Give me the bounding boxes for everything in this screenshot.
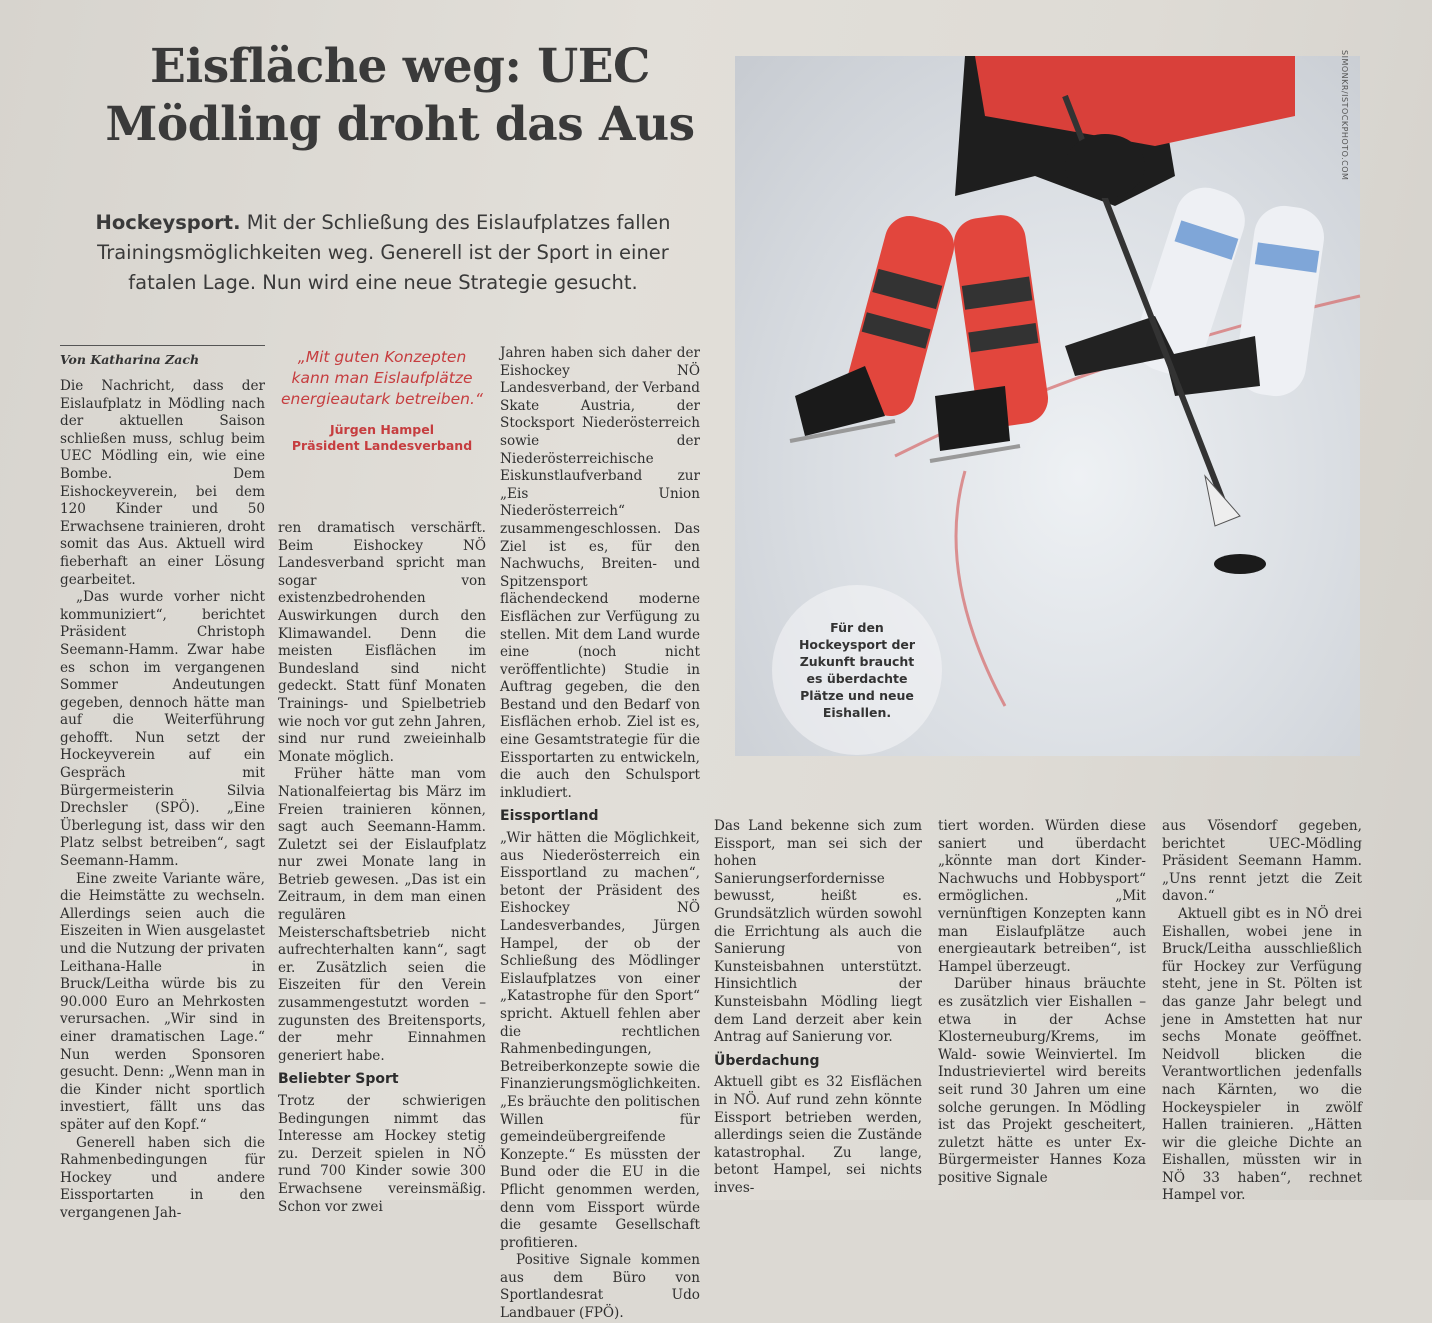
pull-quote-text: „Mit guten Konzepten kann man Eislaufplätze energieautark betreiben.“ (281, 348, 483, 408)
subheading-eissportland: Eissportland (500, 808, 599, 825)
photo-caption: Für den Hockeysport der Zukunft braucht es überdachte Plätze und neue Eishallen. (772, 585, 942, 755)
quote-role: Präsident Landesverband (291, 438, 473, 453)
subheading-beliebter-sport: Beliebter Sport (278, 1071, 399, 1088)
headline (70, 38, 730, 154)
column-2 (278, 520, 486, 1215)
column-5 (938, 818, 1146, 1190)
quote-attribution (278, 422, 486, 454)
lead-paragraph (88, 208, 678, 298)
paragraph: Generell haben sich die Rahmenbedingungen für Hockey und andere Eissportarten in den vergangenen Jah- (60, 1134, 265, 1221)
paragraph: Die Nachricht, dass der Eislaufplatz in Mödling nach der aktuellen Saison schließen muss, schlug beim UEC Mödling ein, wie eine Bombe. Dem Eishockeyverein, bei dem 120 Kinder und 50 Erwachsene trainieren, droht somit das Aus. Aktuell wird fieberhaft an einer Lösung gearbeitet. (60, 378, 265, 588)
pull-quote (278, 347, 486, 454)
paragraph: Aktuell gibt es in NÖ drei Eishallen, wobei jene in Bruck/Leitha ausschließlich für Hockey zur Verfügung steht, jene in St. Pölten ist das ganze Jahr belegt und jene in Amstetten hat nur sechs Monate geöffnet. Neidvoll blicken die Verantwortlichen jedenfalls nach Kärnten, wo die Hockeyspieler in zwölf Hallen trainieren. „Hätten wir die gleiche Dichte an Eishallen, müssten wir in NÖ 33 haben“, rechnet Hampel vor. (1162, 905, 1362, 1204)
paragraph: Eine zweite Variante wäre, die Heimstätte zu wechseln. Allerdings seien auch die Eiszeiten in Wien ausgelastet und die Nutzung der privaten Leithana-Halle in Bruck/Leitha würde bis zu 90.000 Euro an Mehrkosten verursachen. „Wir sind in einer dramatischen Lage.“ Nun werden Sponsoren gesucht. Denn: „Wenn man in die Kinder nicht sportlich investiert, fällt uns das später auf den Kopf.“ (60, 870, 265, 1133)
headline-line-2: Mödling droht das Aus (105, 97, 695, 152)
paragraph: Darüber hinaus bräuchte es zusätzlich vier Eishallen – etwa in der Achse Klosterneuburg/Krems, im Wald- sowie Weinviertel. Im Industrieviertel wird bereits seit rund 30 Jahren um eine solche gerungen. In Mödling ist das Projekt gescheitert, zuletzt hätte es unter Ex-Bürgermeister Hannes Koza positive Signale (938, 976, 1146, 1186)
headline-line-1: Eisfläche weg: UEC (150, 39, 650, 94)
paragraph: Positive Signale kommen aus dem Büro von Sportlandesrat Udo Landbauer (FPÖ). (500, 1252, 700, 1322)
paragraph: tiert worden. Würden diese saniert und überdacht „könnte man dort Kinder-Nachwuchs und Hobbysport“ ermöglichen. „Mit vernünftigen Konzepten kann man Eislaufplätze auch energieautark betreiben“, ist Hampel überzeugt. (938, 818, 1146, 975)
paragraph: „Wir hätten die Möglichkeit, aus Niederösterreich ein Eissportland zu machen“, betont der Präsident des Eishockey NÖ Landesverbandes, Jürgen Hampel, der ob der Schließung des Mödlinger Eislaufplatzes von einer „Katastrophe für den Sport“ spricht. Aktuell fehlen aber die rechtlichen Rahmenbedingungen, Betreiberkonzepte sowie die Finanzierungsmöglichkeiten. „Es bräuchte den politischen Willen für gemeindeübergreifende Konzepte.“ Es müssten der Bund oder die EU in die Pflicht genommen werden, denn vom Eissport würde die gesamte Gesellschaft profitieren. (500, 830, 701, 1251)
lead-text: Mit der Schließung des Eislaufplatzes fallen Trainingsmöglichkeiten weg. Generell ist der Sport in einer fatalen Lage. Nun wird eine neue Strategie gesucht. (97, 211, 671, 294)
subheading-ueberdachung: Überdachung (714, 1052, 820, 1069)
byline: Von Katharina Zach (60, 345, 265, 367)
quote-author: Jürgen Hampel (329, 422, 435, 437)
column-4 (714, 818, 922, 1196)
paragraph: ren dramatisch verschärft. Beim Eishockey NÖ Landesverband spricht man sogar von existenzbedrohenden Auswirkungen durch den Klimawandel. Denn die meisten Eisflächen im Bundesland sind nicht gedeckt. Statt fünf Monaten Trainings- und Spielbetrieb wie noch vor gut zehn Jahren, sind nur rund zweieinhalb Monate möglich. (278, 520, 486, 765)
lead-kicker: Hockeysport. (95, 211, 241, 234)
column-1 (60, 378, 265, 1221)
paragraph: Früher hätte man vom Nationalfeiertag bis März im Freien trainieren können, sagt auch Seemann-Hamm. Zuletzt sei der Eislaufplatz nur zwei Monate lang in Betrieb gewesen. „Das ist ein Zeitraum, in dem man einen regulären Meisterschaftsbetrieb nicht aufrechterhalten kann“, sagt er. Zusätzlich seien die Eiszeiten für den Verein zusammengestutzt worden – zugunsten des Breitensports, der mehr Einnahmen generiert habe. (278, 766, 486, 1064)
column-3 (500, 345, 701, 1322)
column-6 (1162, 818, 1362, 1204)
paragraph: aus Vösendorf gegeben, berichtet UEC-Mödling Präsident Seemann Hamm. „Uns rennt jetzt die Zeit davon.“ (1162, 818, 1362, 905)
photo-credit: SIMONKR/ISTOCKPHOTO.COM (1340, 50, 1349, 181)
paragraph: Trotz der schwierigen Bedingungen nimmt das Interesse am Hockey stetig zu. Derzeit spielen in NÖ rund 700 Kinder sowie 300 Erwachsene vereinsmäßig. Schon vor zwei (278, 1093, 486, 1215)
paragraph: Aktuell gibt es 32 Eisflächen in NÖ. Auf rund zehn könnte Eissport betrieben werden, allerdings seien die Zustände katastrophal. Zu lange, betont Hampel, sei nichts inves- (714, 1074, 922, 1196)
paragraph: Jahren haben sich daher der Eishockey NÖ Landesverband, der Verband Skate Austria, der Stocksport Niederösterreich sowie der Niederösterreichische Eiskunstlaufverband zur „Eis Union Niederösterreich“ zusammengeschlossen. Das Ziel ist es, für den Nachwuchs, Breiten- und Spitzensport flächendeckend moderne Eisflächen zur Verfügung zu stellen. Mit dem Land wurde eine (noch nicht veröffentlichte) Studie in Auftrag gegeben, die den Bestand und den Bedarf von Eisflächen erhob. Ziel ist es, eine Gesamtstrategie für die Eissportarten zu entwickeln, die auch den Schulsport inkludiert. (500, 345, 700, 801)
paragraph: „Das wurde vorher nicht kommuniziert“, berichtet Präsident Christoph Seemann-Hamm. Zwar habe es schon im vergangenen Sommer Andeutungen gegeben, dennoch hätte man auf die Weiterführung gehofft. Nun setzt der Hockeyverein auf ein Gespräch mit Bürgermeisterin Silvia Drechsler (SPÖ). „Eine Überlegung ist, dass wir den Platz selbst betreiben“, sagt Seemann-Hamm. (60, 589, 265, 870)
paragraph: Das Land bekenne sich zum Eissport, man sei sich der hohen Sanierungserfordernisse bewusst, heißt es. Grundsätzlich würden sowohl die Errichtung als auch die Sanierung von Kunsteisbahnen unterstützt. Hinsichtlich der Kunsteisbahn Mödling liegt dem Land derzeit aber kein Antrag auf Sanierung vor. (714, 818, 922, 1046)
